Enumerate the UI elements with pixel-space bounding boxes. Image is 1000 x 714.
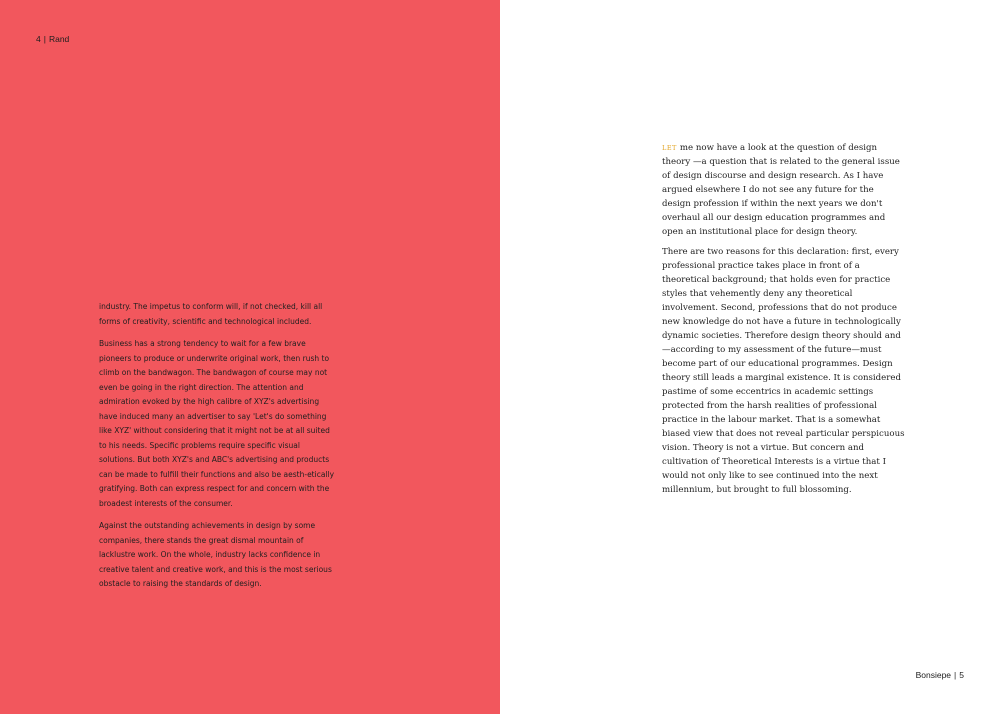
left-running-head: Rand xyxy=(48,34,70,44)
right-paragraph-1 xyxy=(662,141,905,239)
right-paragraph-1-text: me now have a look at the question of design theory —a question that is related to the general issue of design discourse and design research. As I have argued elsewhere I do not see any future for the design profession if within the next years we don't overhaul all our design education programmes and open an institutional place for design theory. xyxy=(662,143,900,237)
lead-in-small-caps: LET xyxy=(662,144,677,152)
right-text-column xyxy=(662,141,905,503)
right-page-number: 5 xyxy=(959,670,964,680)
left-paragraph-3: Against the outstanding achievements in design by some companies, there stands the great dismal mountain of lacklustre work. On the whole, industry lacks confidence in creative talent and creative work, and this is the most serious obstacle to raising the standards of design. xyxy=(99,521,332,588)
left-folio-separator: | xyxy=(43,34,46,44)
right-folio xyxy=(916,670,964,680)
right-folio-separator: | xyxy=(954,670,957,680)
left-paragraph-2: Business has a strong tendency to wait for a few brave pioneers to produce or underwrite original work, then rush to climb on the bandwagon. The bandwagon of course may not even be going in the right direction. The attention and admiration evoked by the high calibre of XYZ's advertising have induced many an advertiser to say 'Let's do something like XYZ' without considering that it might not be at all suited to his needs. Specific problems require specific visual solutions. But both XYZ's and ABC's advertising and products can be made to fulfill their functions and also be aesth-etically gratifying. Both can express respect for and concern with the broadest interests of the consumer. xyxy=(99,339,335,508)
right-page xyxy=(500,0,1000,714)
left-text-column xyxy=(99,300,336,600)
left-page-number: 4 xyxy=(36,34,41,44)
right-running-head: Bonsiepe xyxy=(915,670,952,680)
left-folio xyxy=(36,34,69,44)
right-paragraph-2: There are two reasons for this declaration: first, every professional practice takes place in front of a theoretical background; that holds even for practice styles that vehemently deny any theoretical involvement. Second, professions that do not produce new knowledge do not have a future in technologically dynamic societies. Therefore design theory should and—according to my assessment of the future—must become part of our educational programmes. Design theory still leads a marginal existence. It is considered pastime of some eccentrics in academic settings protected from the harsh realities of professional practice in the labour market. That is a somewhat biased view that does not reveal particular perspicuous vision. Theory is not a virtue. But concern and cultivation of Theoretical Interests is a virtue that I would not only like to see continued into the next millennium, but brought to full blossoming. xyxy=(662,247,905,495)
left-paragraph-1: industry. The impetus to conform will, if not checked, kill all forms of creativity, scientific and technological included. xyxy=(99,302,323,326)
